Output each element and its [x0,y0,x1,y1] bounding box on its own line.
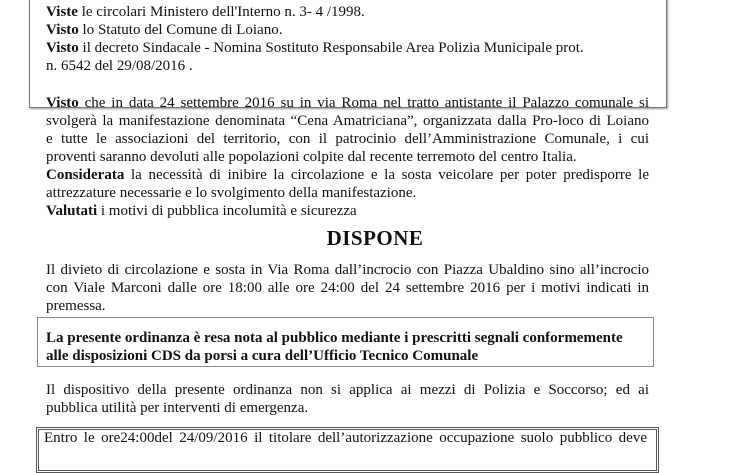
viste-line: Viste le circolari Ministero dell'Interno n. 3- 4 /1998. [46,4,365,20]
premise-line: svolgerà la manifestazione denominata “Cena Amatriciana”, organizzata dalla Pro-loco di Loiano [46,113,649,129]
order-line: premessa. [46,298,106,314]
dispone-heading: DISPONE [326,226,424,250]
exemption-line: Il dispositivo della presente ordinanza non si applica ai mezzi di Polizia e Soccorso; ed ai [46,382,649,398]
order-line: Il divieto di circolazione e sosta in Via Roma dall’incrocio con Piazza Ubaldino sino all’incrocio [46,262,649,278]
considerata-line: Considerata la necessità di inibire la circolazione e la sosta veicolare per poter predisporre le [46,167,649,183]
visto-statuto-line: Visto lo Statuto del Comune di Loiano. [46,22,283,38]
order-line: con Viale Marconi dalle ore 18:00 alle ore 24:00 del 24 settembre 2016 per i motivi indicati in [46,280,649,296]
premise-line: Visto che in data 24 settembre 2016 su in via Roma nel tratto antistante il Palazzo comunale si [46,95,649,111]
visto-decreto-line: Visto il decreto Sindacale - Nomina Sostituto Responsabile Area Polizia Municipale prot. [46,40,584,56]
exemption-line: pubblica utilità per interventi di emergenza. [46,400,309,416]
notice-line: alle disposizioni CDS da porsi a cura dell’Ufficio Tecnico Comunale [46,348,479,364]
premise-line: e tutte le associazioni del territorio, con il patrocinio dell’Amministrazione Comunale, i cui [46,131,649,147]
notice-line: La presente ordinanza è resa nota al pubblico mediante i prescritti segnali conformemente [46,330,623,346]
deadline-line: Entro le ore24:00del 24/09/2016 il titolare dell’autorizzazione occupazione suolo pubblico deve [44,430,647,446]
considerata-line: attrezzature necessarie e lo svolgimento della manifestazione. [46,185,417,201]
premise-line: proventi saranno devoluti alle popolazioni colpite dal recente terremoto del centro Italia. [46,149,577,165]
decreto-protocol: n. 6542 del 29/08/2016 . [46,58,193,74]
valutati-line: Valutati i motivi di pubblica incolumità e sicurezza [46,203,357,219]
